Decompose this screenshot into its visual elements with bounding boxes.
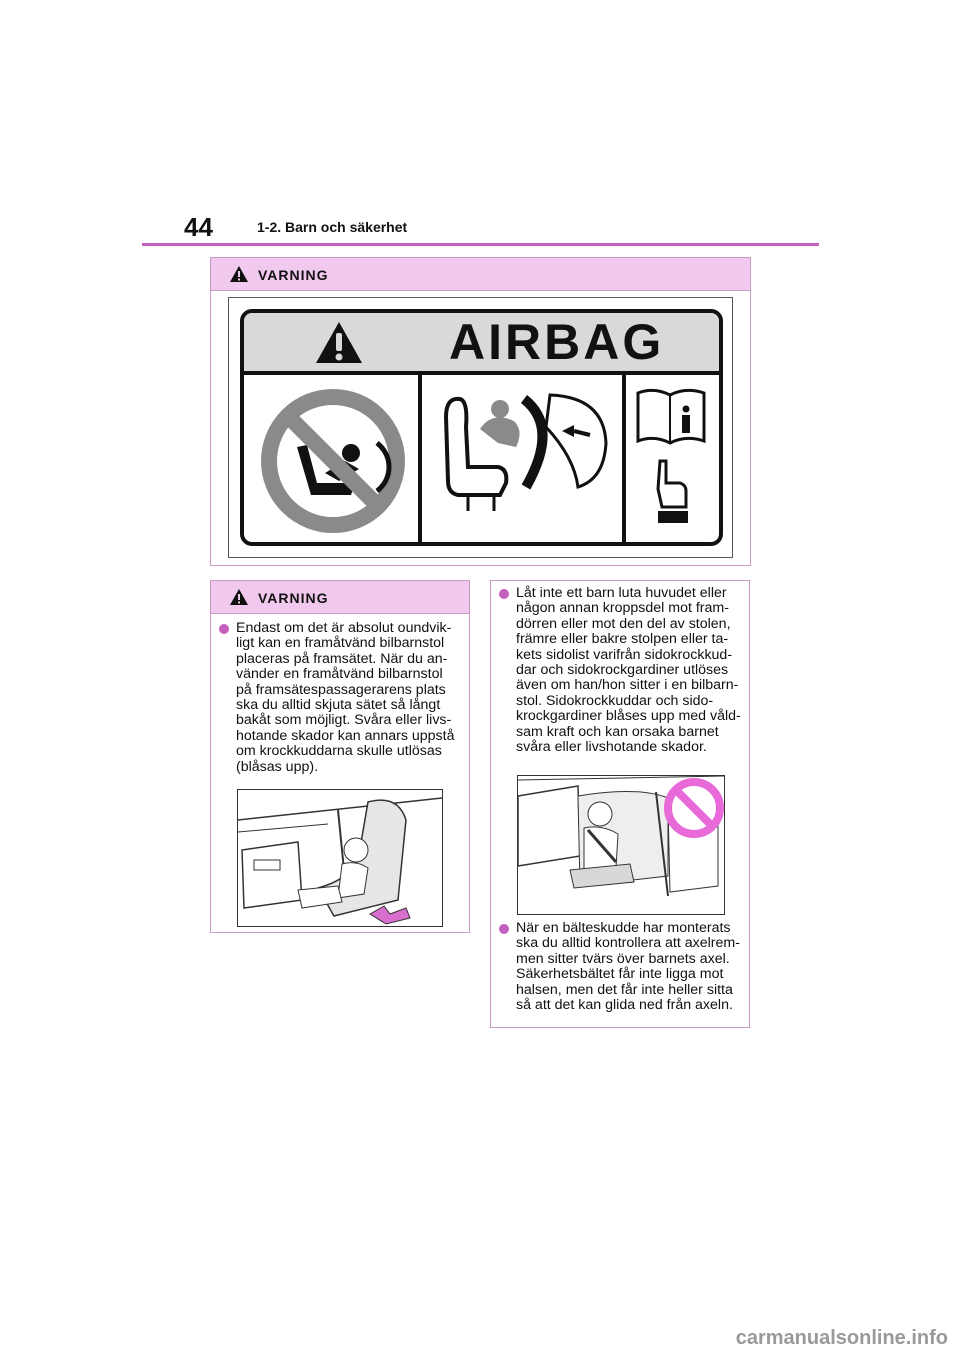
airbag-title: AIRBAG — [449, 314, 665, 370]
warning-box-forward-seat — [210, 580, 470, 933]
text-line: När en bälteskudde har monterats — [516, 920, 731, 936]
warning-bullet — [214, 621, 486, 775]
booster-seat-illustration — [517, 775, 725, 915]
text-line: på framsätespassagerarens plats — [236, 681, 446, 698]
text-line: dörren eller mot den del av stolen, — [516, 615, 731, 632]
text-line: ligt kan en framåtvänd bilbarnstol — [236, 635, 445, 652]
text-line: svåra eller livshotande skador. — [516, 739, 707, 756]
text-line: hotande skador kan annars uppstå — [236, 727, 455, 744]
airbag-label-illustration — [228, 297, 733, 558]
booster-seat-bullet — [494, 921, 766, 1013]
panel-divider-2 — [622, 371, 626, 542]
side-airbag-bullet — [494, 586, 766, 755]
text-line: stol. Sidokrockkuddar och sido- — [516, 692, 714, 709]
bullet-dot — [499, 589, 509, 599]
read-manual-icon — [632, 383, 712, 533]
side-airbag-info-box — [490, 580, 750, 1028]
warning-box-airbag — [210, 257, 751, 566]
text-line: någon annan kroppsdel mot fram- — [516, 600, 729, 617]
text-line: främre eller bakre stolpen eller ta- — [516, 631, 729, 648]
forward-seat-illustration — [237, 789, 443, 927]
text-line: om krockkuddarna skulle utlösas — [236, 743, 442, 760]
bullet-dot — [499, 924, 509, 934]
warning-triangle-icon — [229, 588, 249, 606]
text-line: bakåt som möjligt. Svåra eller livs- — [236, 712, 452, 729]
text-line: så att det kan glida ned från axeln. — [516, 997, 733, 1014]
text-line: kets sidolist varifrån sidokrockkud- — [516, 646, 733, 663]
child-leaning-drawing — [518, 776, 724, 914]
exclamation-triangle-icon — [314, 320, 364, 365]
warning-triangle-icon — [229, 265, 249, 283]
text-line: Säkerhetsbältet får inte ligga mot — [516, 966, 724, 983]
text-line: krockgardiner blåses upp med våld- — [516, 708, 741, 725]
text-line: placeras på framsätet. När du an- — [236, 650, 448, 667]
airbag-deployment-icon — [428, 387, 616, 535]
text-line: Endast om det är absolut oundvik- — [236, 620, 452, 636]
section-title: 1-2. Barn och säkerhet — [257, 219, 408, 235]
text-line: ska du alltid kontrollera att axelrem- — [516, 935, 740, 952]
warning-header — [211, 581, 469, 614]
no-rear-facing-seat-icon — [259, 387, 407, 535]
header-rule — [142, 243, 819, 246]
text-line: ska du alltid skjuta sätet så långt — [236, 697, 441, 714]
footer-watermark[interactable]: carmanualsonline.info — [735, 1327, 948, 1349]
bullet-dot — [219, 624, 229, 634]
panel-divider-1 — [418, 371, 422, 542]
text-line: även om han/hon sitter i en bilbarn- — [516, 677, 739, 694]
text-line: Låt inte ett barn luta huvudet eller — [516, 585, 727, 601]
text-line: halsen, men det får inte heller sitta — [516, 981, 733, 998]
warning-label: VARNING — [258, 590, 329, 606]
text-line: (blåsas upp). — [236, 758, 319, 775]
airbag-label-frame — [240, 309, 723, 546]
text-line: men sitter tvärs över barnets axel. — [516, 950, 730, 967]
child-seat-front-drawing — [238, 790, 442, 926]
warning-header — [211, 258, 750, 291]
text-line: sam kraft och kan orsaka barnet — [516, 723, 719, 740]
warning-label: VARNING — [258, 267, 329, 283]
page-number: 44 — [184, 212, 213, 242]
text-line: dar och sidokrockgardiner utlöses — [516, 662, 729, 679]
text-line: vänder en framåtvänd bilbarnstol — [236, 666, 443, 683]
airbag-title-band — [244, 313, 719, 375]
